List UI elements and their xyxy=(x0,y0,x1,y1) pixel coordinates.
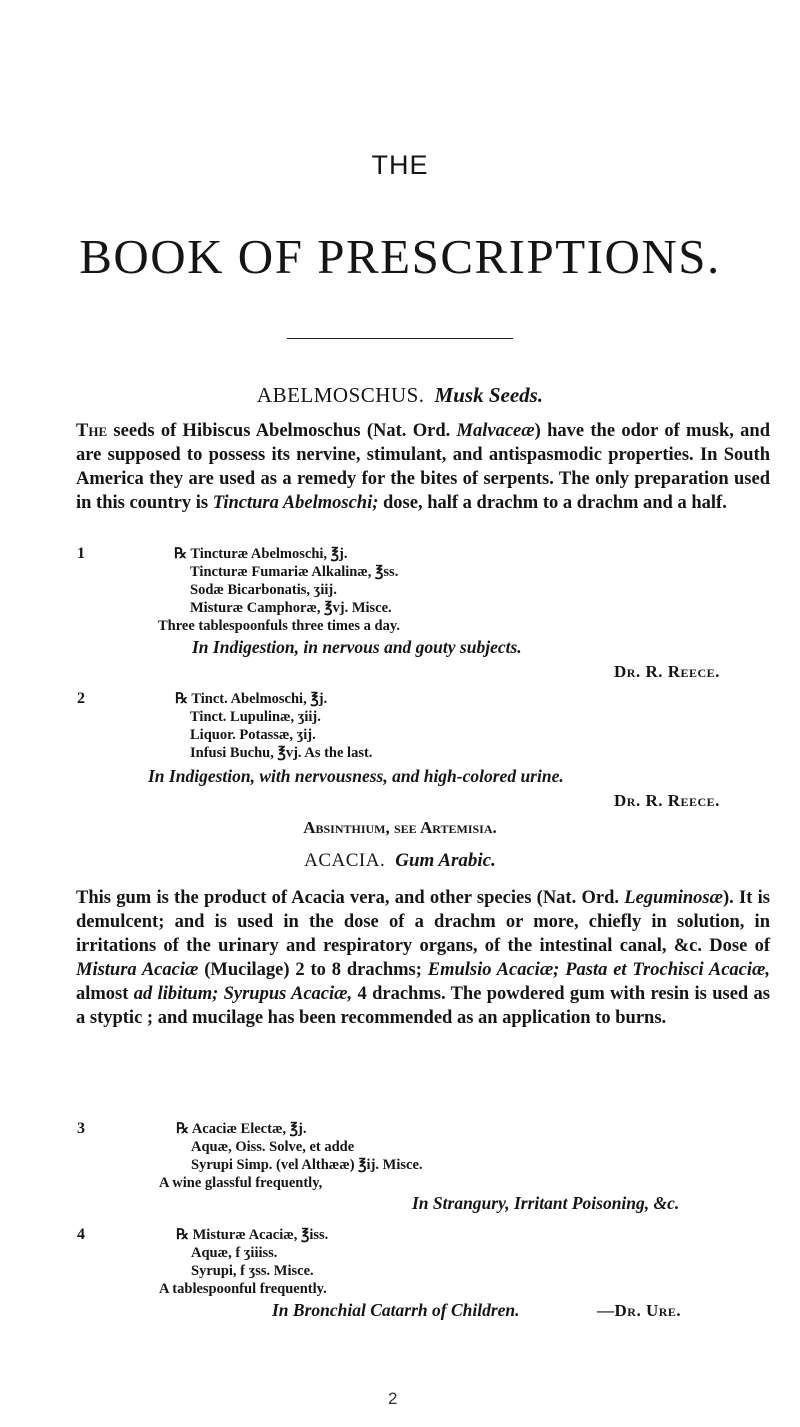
text-run: ) have the odor of musk, and are supposed to possess its nervine, stimulant, and antispasmodic properties. In South America they are used as a remedy for the bites of serpents. The only preparation used in this country is xyxy=(76,421,770,513)
abelmoschus-paragraph xyxy=(76,419,770,515)
rx-line: Tincturæ Fumariæ Alkalinæ, ℥ss. xyxy=(190,564,399,580)
lead-word: The xyxy=(76,421,108,441)
rx-author: Dr. R. Reece. xyxy=(614,662,720,681)
rx-direction: Three tablespoonfuls three times a day. xyxy=(158,618,400,634)
rx-indication: In Indigestion, with nervousness, and high-colored urine. xyxy=(148,766,564,786)
rx-direction: A tablespoonful frequently. xyxy=(159,1281,327,1297)
italic-run: ad libitum; Syrupus Acaciæ, xyxy=(133,984,353,1004)
title-the: THE xyxy=(371,150,429,180)
rx-line: ℞ Tincturæ Abelmoschi, ℥j. xyxy=(174,546,348,562)
rx-line: Liquor. Potassæ, ʒij. xyxy=(190,727,316,743)
rx-line: Tinct. Lupulinæ, ʒiij. xyxy=(190,709,321,725)
book-title: BOOK OF PRESCRIPTIONS. xyxy=(79,229,721,284)
rx-author: —Dr. Ure. xyxy=(597,1301,682,1320)
entry-heading-abelmoschus xyxy=(0,383,800,408)
rx-line: Aquæ, f ʒiiiss. xyxy=(191,1245,278,1261)
entry-heading-acacia xyxy=(0,850,800,872)
text-run: dose, half a drachm to a drachm and a half. xyxy=(378,493,727,513)
rx-indication: In Strangury, Irritant Poisoning, &c. xyxy=(412,1193,680,1213)
entry-heading: ABELMOSCHUS. xyxy=(256,383,425,407)
italic-run: Leguminosæ xyxy=(624,888,723,908)
italic-run: Tinctura Abelmoschi; xyxy=(212,493,379,513)
prescription-number: 4 xyxy=(77,1226,85,1243)
italic-run: Mistura Acaciæ xyxy=(76,960,199,980)
acacia-paragraph xyxy=(76,886,770,1030)
rx-line: Syrupi, f ʒss. Misce. xyxy=(191,1263,314,1279)
title-rule xyxy=(287,338,513,339)
rx-line: Syrupi Simp. (vel Althææ) ℥ij. Misce. xyxy=(191,1157,423,1173)
text-run: 4 drachms. The powdered gum with resin is used as a styptic ; and mucilage has been recommended as an application to burns. xyxy=(76,984,770,1028)
text-run: ). It is demulcent; and is used in the dose of a drachm or more, chiefly in solution, in irritations of the urinary and respiratory organs, of the intestinal canal, &c. Dose of xyxy=(76,888,770,956)
rx-indication: In Bronchial Catarrh of Children. xyxy=(272,1300,520,1320)
italic-run: Malvaceæ xyxy=(456,421,535,441)
rx-line: ℞ Tinct. Abelmoschi, ℥j. xyxy=(175,691,328,707)
text-run: seeds of Hibiscus Abelmoschus (Nat. Ord. xyxy=(107,421,457,441)
entry-subheading: Gum Arabic. xyxy=(395,850,496,871)
rx-indication: In Indigestion, in nervous and gouty subjects. xyxy=(192,637,522,657)
rx-line: Infusi Buchu, ℥vj. As the last. xyxy=(190,745,373,761)
prescription-number: 1 xyxy=(77,545,85,562)
entry-subheading: Musk Seeds. xyxy=(434,383,544,407)
rx-line: Misturæ Camphoræ, ℥vj. Misce. xyxy=(190,600,392,616)
rx-line: ℞ Misturæ Acaciæ, ℥iss. xyxy=(176,1227,329,1243)
text-run: almost xyxy=(76,984,134,1004)
prescription-number: 3 xyxy=(77,1120,85,1137)
rx-line: Aquæ, Oiss. Solve, et adde xyxy=(191,1139,355,1155)
italic-run: Emulsio Acaciæ; Pasta et Trochisci Acaciæ, xyxy=(427,960,770,980)
rx-line: Sodæ Bicarbonatis, ʒiij. xyxy=(190,582,337,598)
rx-direction: A wine glassful frequently, xyxy=(159,1175,323,1191)
prescription-number: 2 xyxy=(77,690,85,707)
rx-author: Dr. R. Reece. xyxy=(614,791,720,810)
entry-heading: ACACIA. xyxy=(304,850,386,871)
text-run: This gum is the product of Acacia vera, and other species (Nat. Ord. xyxy=(76,888,625,908)
page-number: 2 xyxy=(388,1389,398,1408)
text-run: (Mucilage) 2 to 8 drachms; xyxy=(198,960,428,980)
rx-line: ℞ Acaciæ Electæ, ℥j. xyxy=(176,1121,307,1137)
cross-reference: Absinthium, see Artemisia. xyxy=(303,818,497,837)
